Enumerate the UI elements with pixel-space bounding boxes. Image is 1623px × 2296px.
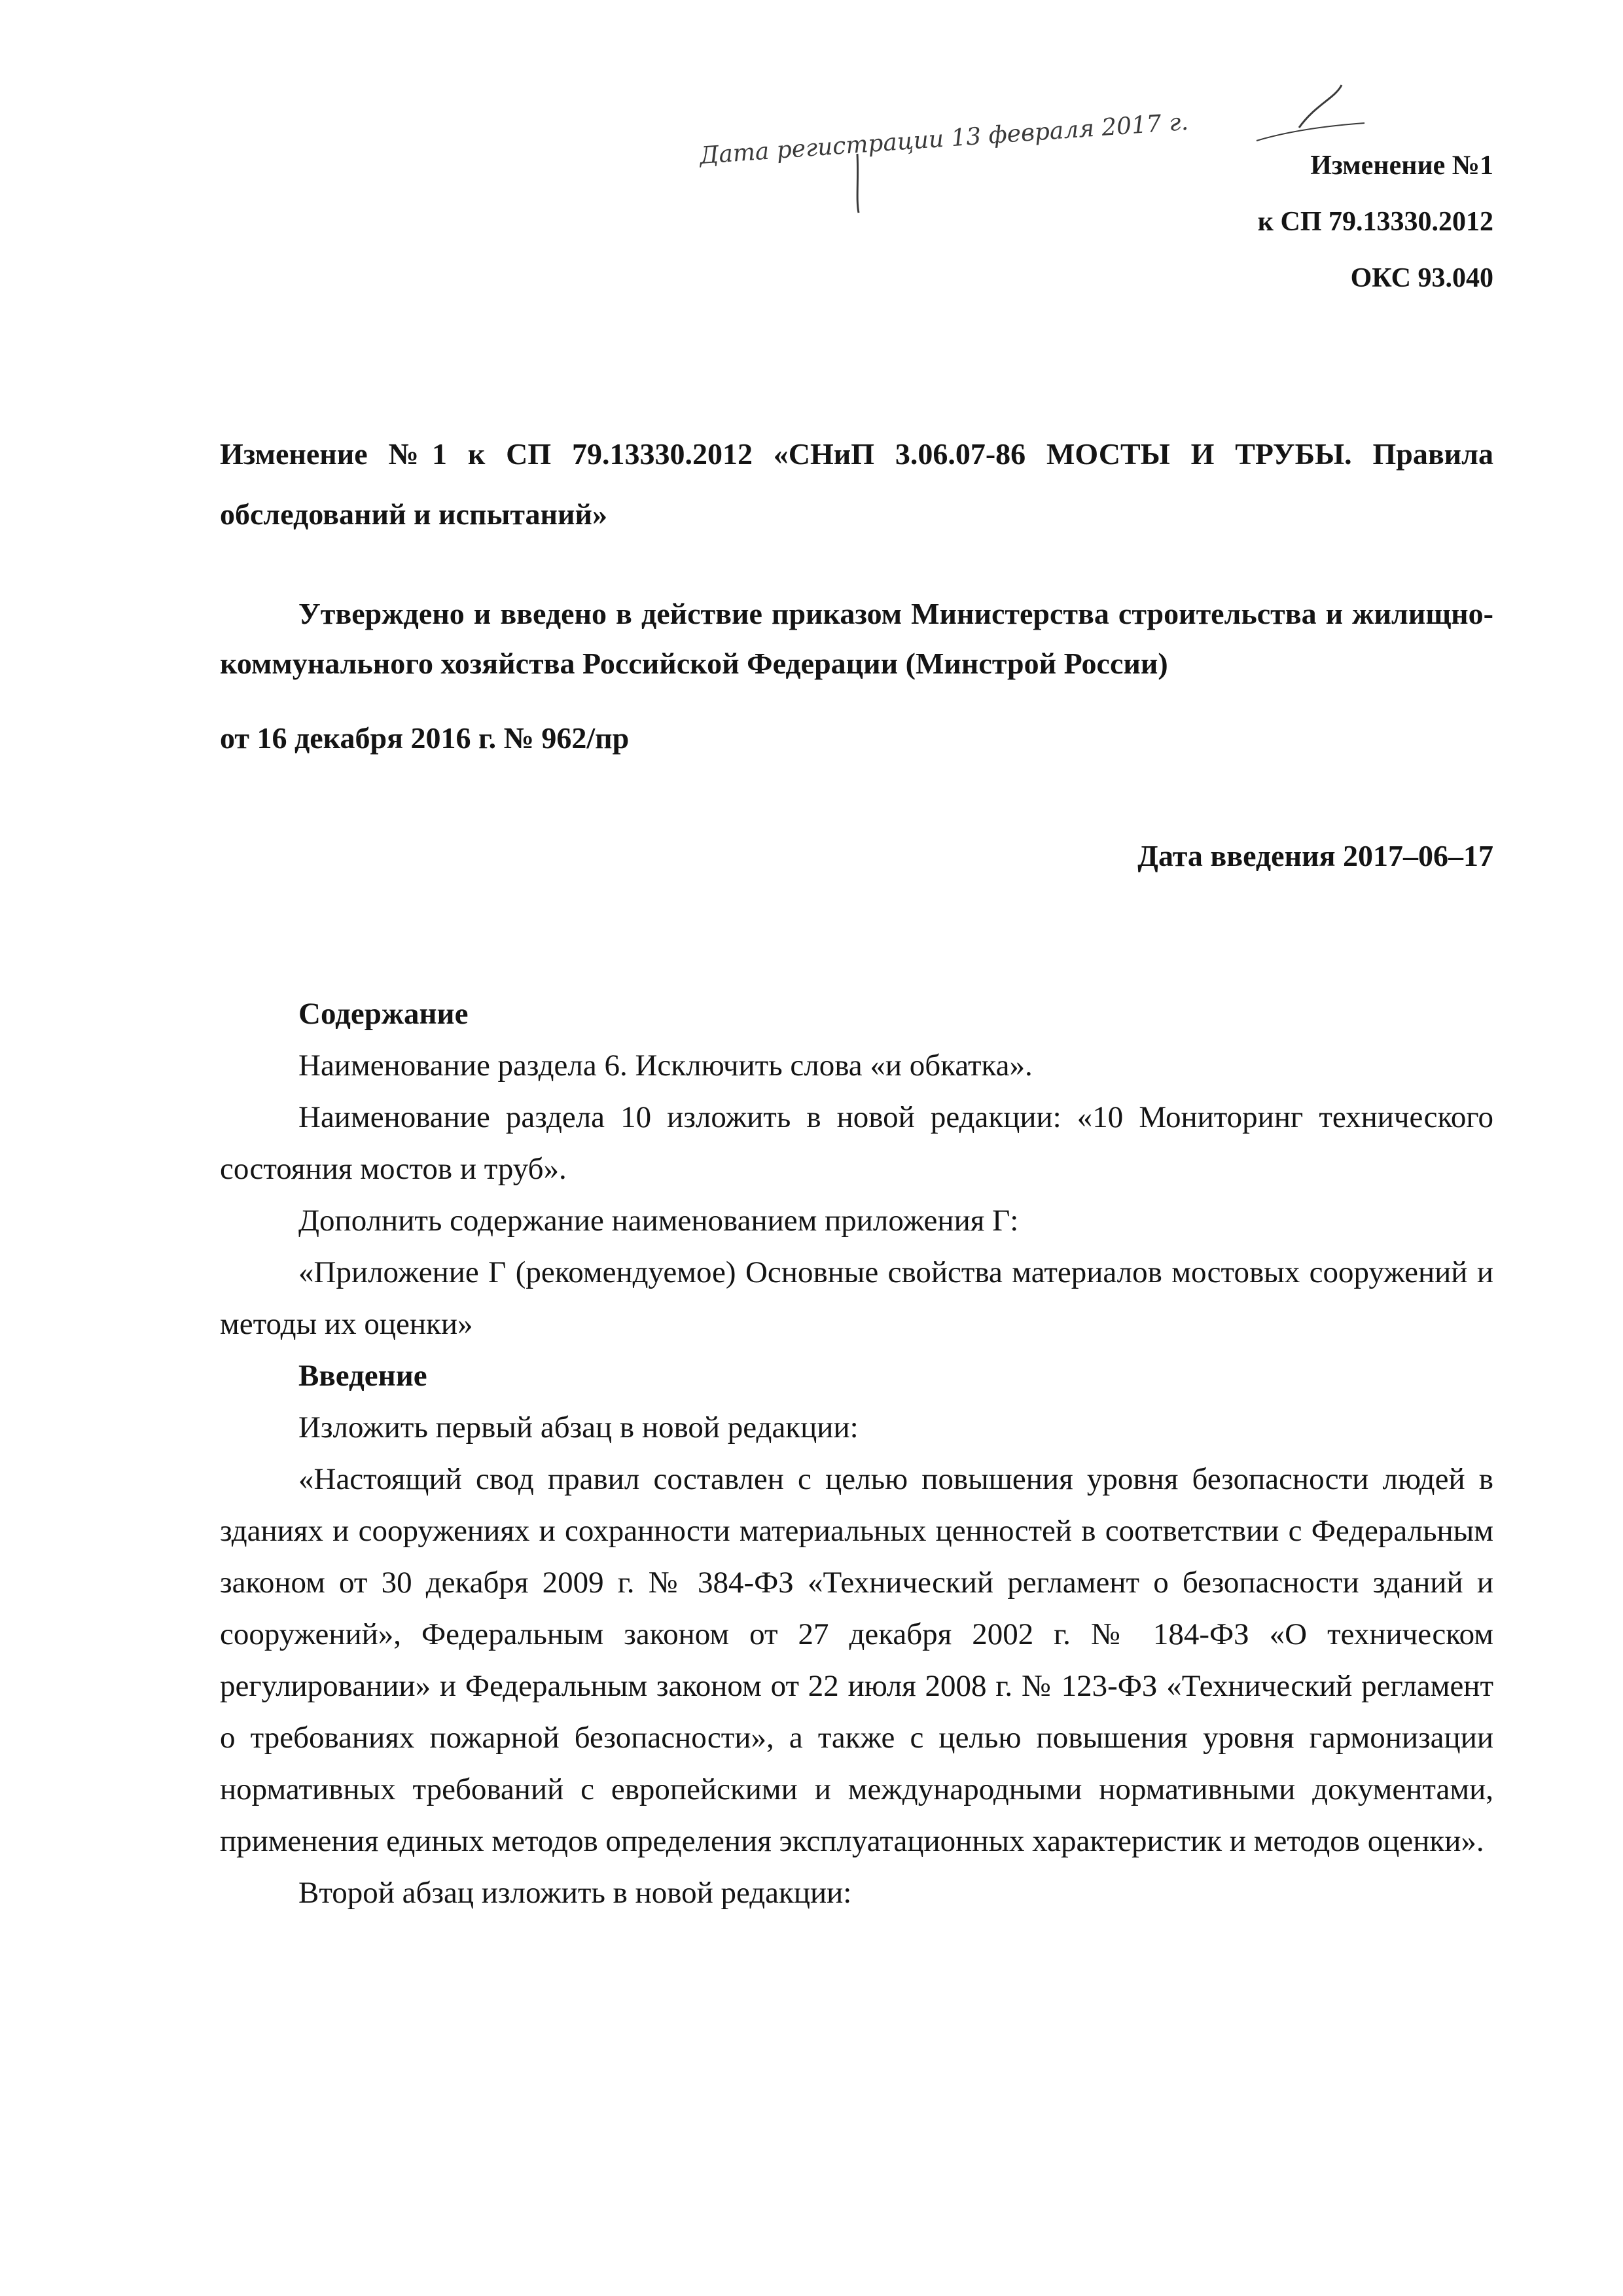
- paragraph: «Приложение Г (рекомендуемое) Основные свойства материалов мостовых сооружений и методы их оценки»: [220, 1255, 1493, 1341]
- introduction-date: Дата введения 2017–06–17: [1137, 839, 1493, 872]
- order-reference: от 16 декабря 2016 г. № 962/пр: [220, 721, 630, 755]
- header-change-number: Изменение №1: [1310, 151, 1493, 181]
- paragraph: Дополнить содержание наименованием приложения Г:: [298, 1204, 1019, 1238]
- document-title: Изменение №1 к СП 79.13330.2012 «СНиП 3.06.07-86 МОСТЫ И ТРУБЫ. Правила обследований и испытаний»: [220, 437, 1493, 531]
- paragraph: Изложить первый абзац в новой редакции:: [298, 1410, 859, 1444]
- approval-statement: Утверждено и введено в действие приказом Министерства строительства и жилищно-коммунального хозяйства Российской Федерации (Минстрой России): [220, 597, 1493, 680]
- paragraph: Второй абзац изложить в новой редакции:: [298, 1876, 852, 1910]
- document-body: [220, 988, 1493, 1919]
- handwritten-registration-note: [687, 65, 1368, 216]
- header-sp-reference: к СП 79.13330.2012: [1257, 207, 1493, 237]
- header-oks-code: ОКС 93.040: [1350, 263, 1493, 293]
- paragraph: Наименование раздела 6. Исключить слова «и обкатка».: [298, 1049, 1033, 1083]
- section-heading-introduction: Введение: [298, 1359, 427, 1393]
- paragraph: «Настоящий свод правил составлен с целью повышения уровня безопасности людей в зданиях и сооружениях и сохранности материальных ценностей в соответствии с Федеральным законом от 30 декабря 2009 г. № 384-ФЗ «Технический регламент о безопасности зданий и сооружений», Федеральным законом от 27 декабря 2002 г. № 184-ФЗ «О техническом регулировании» и Федеральным законом от 22 июля 2008 г. № 123-ФЗ «Технический регламент о требованиях пожарной безопасности», а также с целью повышения уровня гармонизации нормативных требований с европейскими и международными нормативными документами, применения единых методов определения эксплуатационных характеристик и методов оценки».: [220, 1462, 1493, 1858]
- paragraph: Наименование раздела 10 изложить в новой редакции: «10 Мониторинг технического состояния мостов и труб».: [220, 1100, 1493, 1186]
- section-heading-contents: Содержание: [298, 997, 469, 1031]
- handwritten-note-text: Дата регистрации 13 февраля 2017 г.: [698, 108, 1190, 170]
